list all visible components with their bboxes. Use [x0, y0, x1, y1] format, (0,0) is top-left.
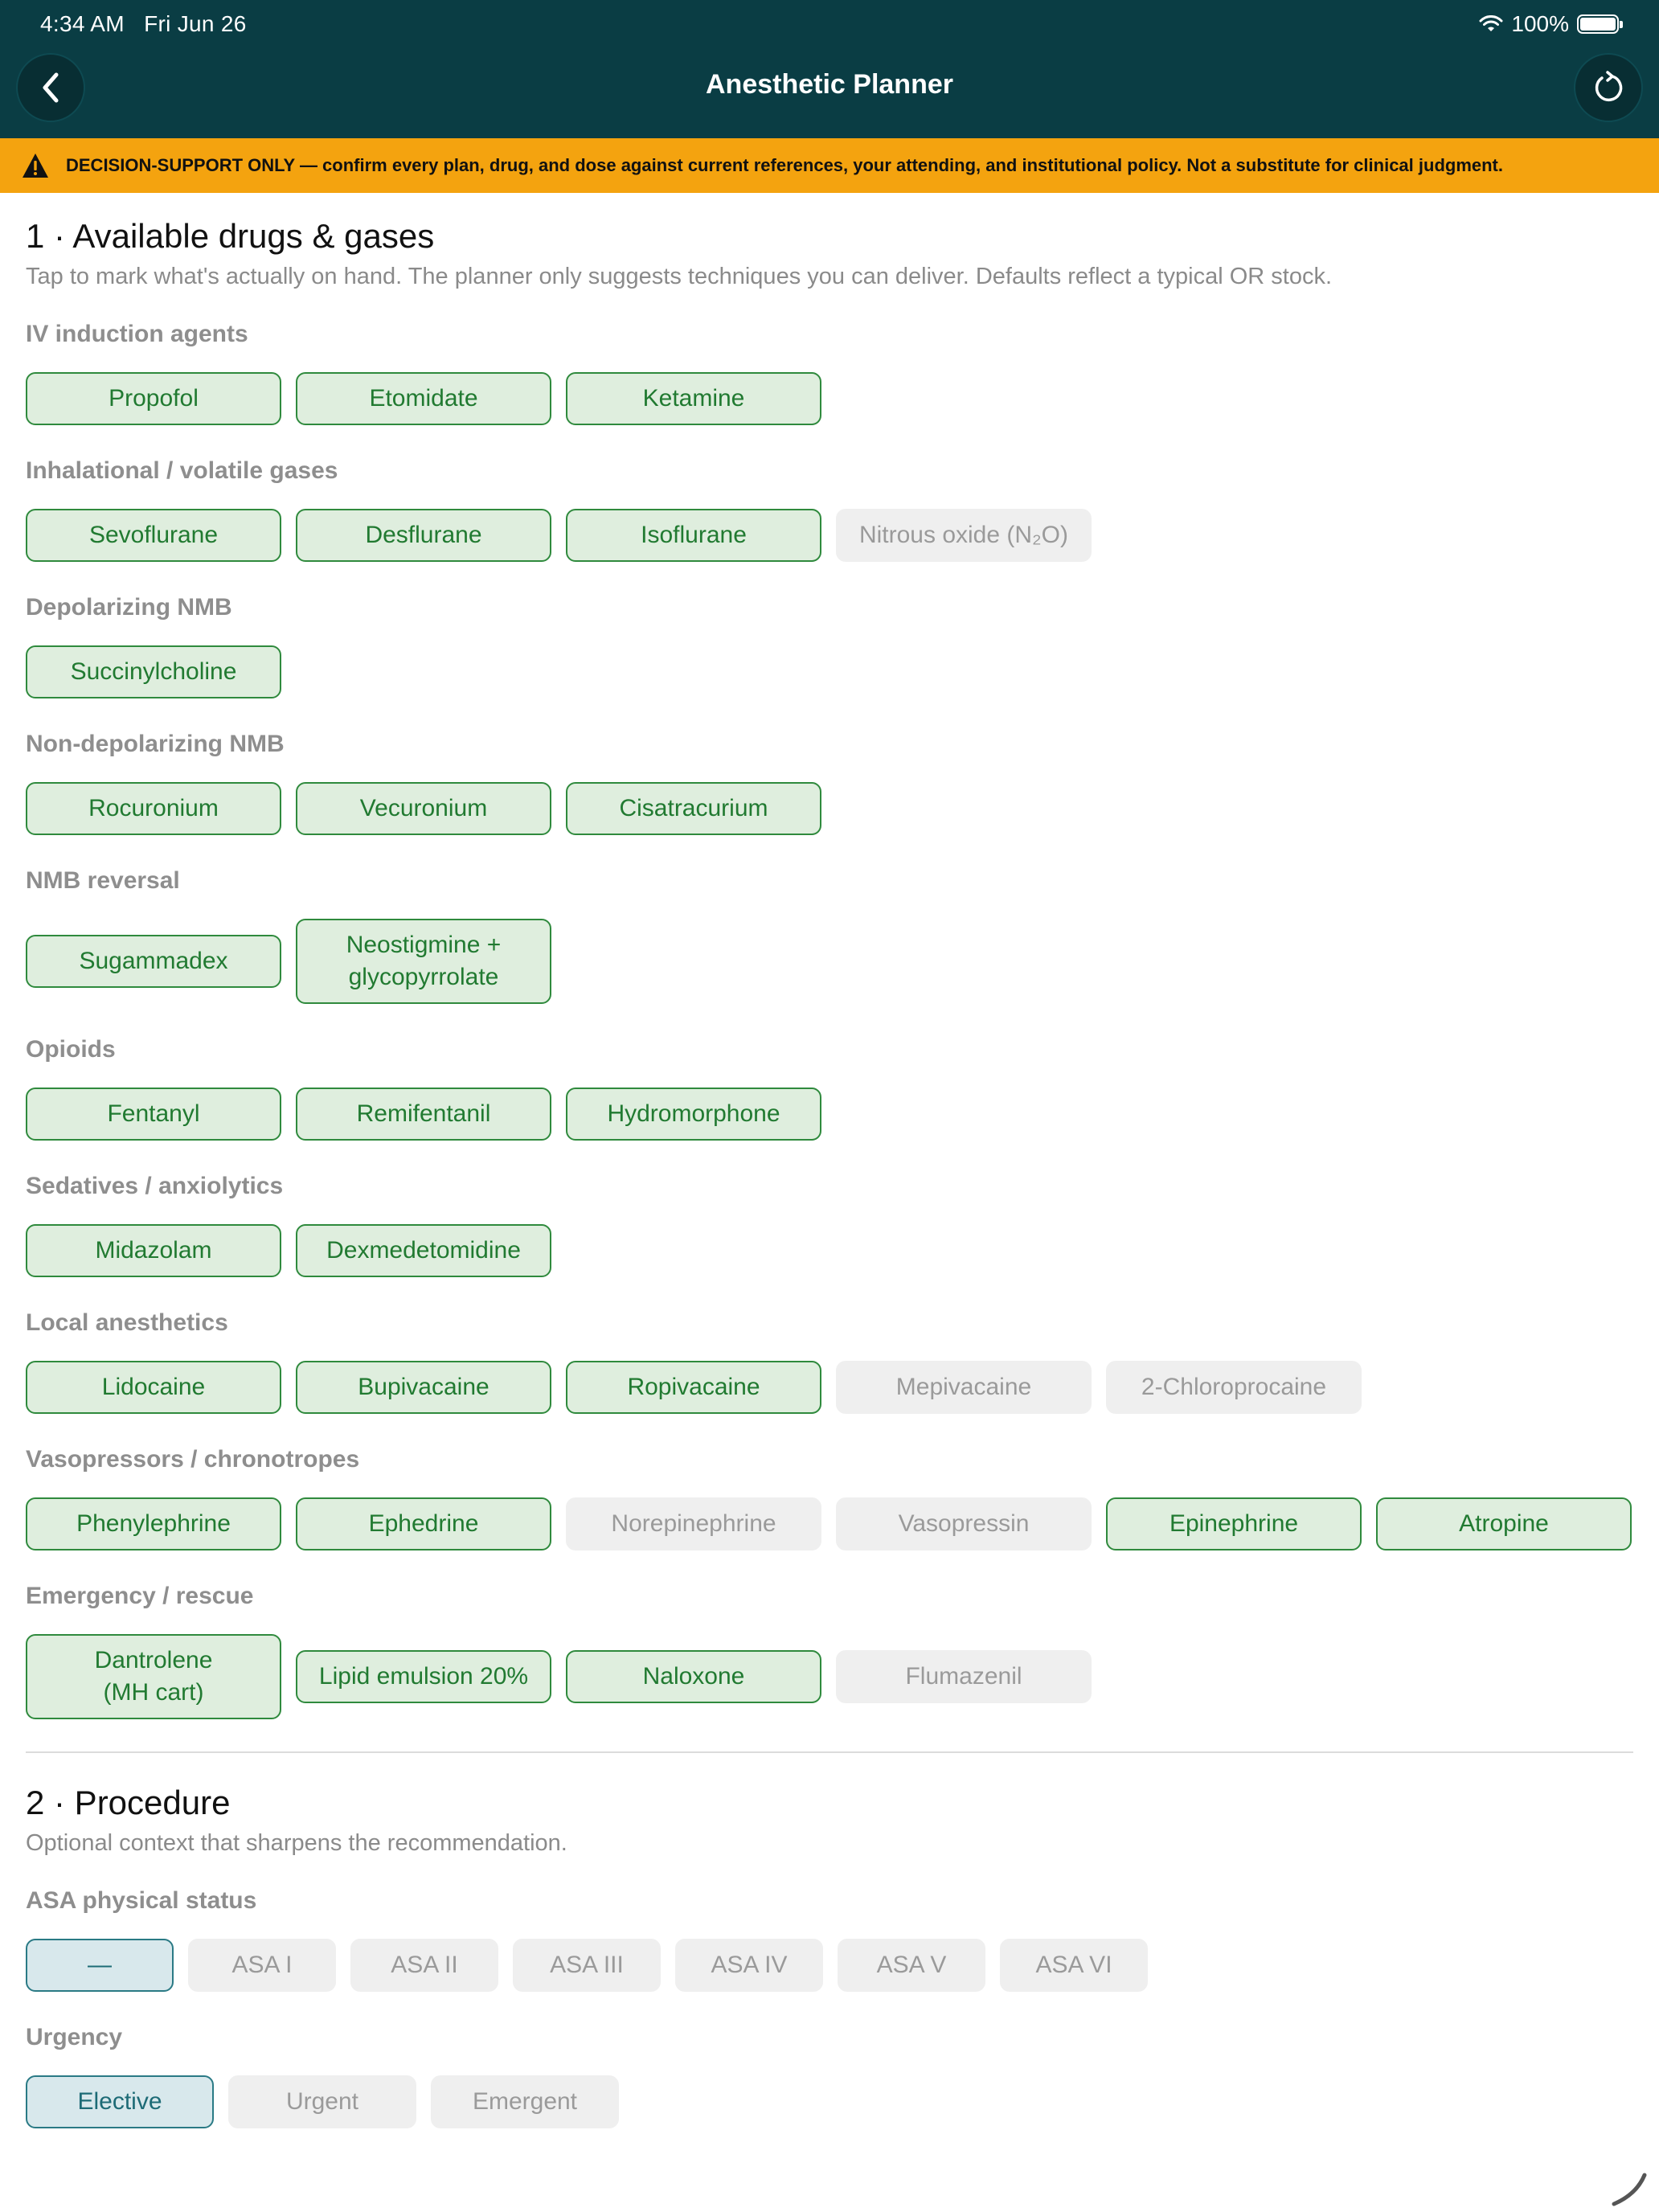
chip-row-non-depolarizing-nmb: [26, 782, 1633, 835]
drug-chip-fentanyl[interactable]: Fentanyl: [26, 1088, 281, 1141]
page-title: Anesthetic Planner: [706, 69, 953, 100]
drug-chip-bupivacaine[interactable]: Bupivacaine: [296, 1361, 551, 1414]
drug-chip-etomidate[interactable]: Etomidate: [296, 372, 551, 425]
drug-chip-atropine[interactable]: Atropine: [1376, 1497, 1632, 1550]
urgency-option-emergent[interactable]: Emergent: [431, 2075, 619, 2128]
warning-icon: [21, 152, 50, 179]
group-label-opioids: Opioids: [26, 1036, 116, 1063]
drug-chip-propofol[interactable]: Propofol: [26, 372, 281, 425]
drug-chip-nitrous-oxide[interactable]: Nitrous oxide (N₂O): [836, 509, 1092, 562]
wifi-icon: [1479, 15, 1503, 33]
section-subtitle-procedure: Optional context that sharpens the recommendation.: [26, 1830, 567, 1856]
urgency-option-urgent[interactable]: Urgent: [228, 2075, 416, 2128]
status-date: Fri Jun 26: [144, 11, 247, 36]
drug-chip-ketamine[interactable]: Ketamine: [566, 372, 821, 425]
drug-chip-hydromorphone[interactable]: Hydromorphone: [566, 1088, 821, 1141]
drug-chip-sugammadex[interactable]: Sugammadex: [26, 935, 281, 988]
chip-row-emergency: [26, 1634, 1633, 1719]
chip-row-nmb-reversal: [26, 919, 1633, 1004]
drug-chip-neostigmine-glycopyrrolate[interactable]: Neostigmine + glycopyrrolate: [296, 919, 551, 1004]
drug-chip-chloroprocaine[interactable]: 2-Chloroprocaine: [1106, 1361, 1362, 1414]
asa-option-none[interactable]: —: [26, 1939, 174, 1992]
drug-chip-norepinephrine[interactable]: Norepinephrine: [566, 1497, 821, 1550]
asa-option-4[interactable]: ASA IV: [675, 1939, 823, 1992]
navigation-bar: [0, 0, 1659, 138]
section-title-procedure: 2 · Procedure: [26, 1784, 231, 1821]
group-label-emergency: Emergency / rescue: [26, 1583, 254, 1609]
drug-chip-phenylephrine[interactable]: Phenylephrine: [26, 1497, 281, 1550]
drug-chip-naloxone[interactable]: Naloxone: [566, 1650, 821, 1703]
section-title-drugs: 1 · Available drugs & gases: [26, 217, 435, 255]
drug-chip-rocuronium[interactable]: Rocuronium: [26, 782, 281, 835]
asa-option-1[interactable]: ASA I: [188, 1939, 336, 1992]
asa-status-selector: [26, 1939, 1633, 1992]
disclaimer-banner: [0, 138, 1659, 193]
drug-chip-epinephrine[interactable]: Epinephrine: [1106, 1497, 1362, 1550]
group-label-iv-induction: IV induction agents: [26, 321, 248, 347]
drug-chip-remifentanil[interactable]: Remifentanil: [296, 1088, 551, 1141]
asa-status-label: ASA physical status: [26, 1887, 257, 1914]
reset-icon: [1591, 70, 1626, 105]
group-label-nmb-reversal: NMB reversal: [26, 867, 180, 894]
drug-chip-succinylcholine[interactable]: Succinylcholine: [26, 645, 281, 698]
drug-chip-ephedrine[interactable]: Ephedrine: [296, 1497, 551, 1550]
drug-chip-ropivacaine[interactable]: Ropivacaine: [566, 1361, 821, 1414]
drug-chip-lidocaine[interactable]: Lidocaine: [26, 1361, 281, 1414]
drug-chip-isoflurane[interactable]: Isoflurane: [566, 509, 821, 562]
battery-icon: [1577, 14, 1619, 34]
group-label-non-depolarizing-nmb: Non-depolarizing NMB: [26, 731, 285, 757]
drug-chip-desflurane[interactable]: Desflurane: [296, 509, 551, 562]
scroll-indicator[interactable]: [1604, 2162, 1653, 2210]
urgency-selector: [26, 2075, 1633, 2128]
group-label-vasopressors: Vasopressors / chronotropes: [26, 1446, 360, 1473]
asa-option-3[interactable]: ASA III: [513, 1939, 661, 1992]
drug-chip-mepivacaine[interactable]: Mepivacaine: [836, 1361, 1092, 1414]
group-label-inhalational: Inhalational / volatile gases: [26, 457, 338, 484]
drug-chip-dantrolene[interactable]: Dantrolene (MH cart): [26, 1634, 281, 1719]
drug-chip-cisatracurium[interactable]: Cisatracurium: [566, 782, 821, 835]
urgency-label: Urgency: [26, 2024, 123, 2050]
drug-chip-vecuronium[interactable]: Vecuronium: [296, 782, 551, 835]
status-indicators: [1479, 11, 1619, 37]
drug-chip-lipid-emulsion[interactable]: Lipid emulsion 20%: [296, 1650, 551, 1703]
asa-option-5[interactable]: ASA V: [838, 1939, 985, 1992]
disclaimer-text: DECISION-SUPPORT ONLY — confirm every plan, drug, and dose against current references, your attending, and institutional policy. Not a substitute for clinical judgment.: [66, 155, 1503, 175]
group-label-depolarizing-nmb: Depolarizing NMB: [26, 594, 232, 621]
drug-chip-sevoflurane[interactable]: Sevoflurane: [26, 509, 281, 562]
status-clock: 4:34 AM: [40, 11, 125, 36]
section-divider: [26, 1751, 1633, 1753]
group-label-sedatives: Sedatives / anxiolytics: [26, 1173, 284, 1199]
asa-option-2[interactable]: ASA II: [350, 1939, 498, 1992]
drug-chip-dexmedetomidine[interactable]: Dexmedetomidine: [296, 1224, 551, 1277]
status-time: [40, 11, 247, 37]
asa-option-6[interactable]: ASA VI: [1000, 1939, 1148, 1992]
chip-row-inhalational: [26, 509, 1633, 562]
chip-row-opioids: [26, 1088, 1633, 1141]
chip-row-local-anesthetics: [26, 1361, 1633, 1414]
reset-button[interactable]: [1574, 53, 1643, 122]
chip-row-vasopressors: [26, 1497, 1633, 1550]
drug-chip-vasopressin[interactable]: Vasopressin: [836, 1497, 1092, 1550]
chip-row-sedatives: [26, 1224, 1633, 1277]
chip-row-iv-induction: [26, 372, 1633, 425]
drug-chip-flumazenil[interactable]: Flumazenil: [836, 1650, 1092, 1703]
battery-percent: 100%: [1511, 11, 1569, 36]
drug-chip-midazolam[interactable]: Midazolam: [26, 1224, 281, 1277]
section-subtitle-drugs: Tap to mark what's actually on hand. The planner only suggests techniques you can deliver. Defaults reflect a typical OR stock.: [26, 264, 1333, 289]
urgency-option-elective[interactable]: Elective: [26, 2075, 214, 2128]
group-label-local-anesthetics: Local anesthetics: [26, 1309, 228, 1336]
main-content: [26, 193, 1633, 2128]
chip-row-depolarizing-nmb: [26, 645, 1633, 698]
